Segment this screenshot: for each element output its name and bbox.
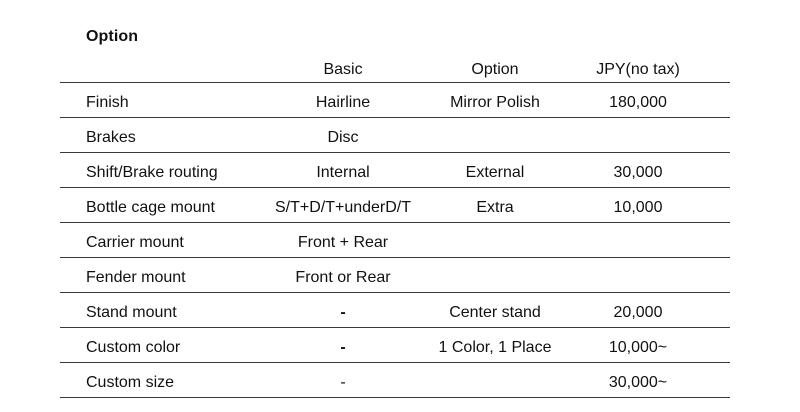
row-basic: - (340, 304, 346, 321)
header-option: Option (471, 61, 519, 78)
table-row (60, 83, 730, 118)
row-price: 10,000~ (608, 339, 668, 356)
row-item: Carrier mount (86, 234, 184, 251)
row-price: 30,000 (613, 164, 663, 181)
header-price: JPY(no tax) (596, 61, 680, 78)
row-item: Finish (86, 94, 129, 111)
row-basic: Internal (316, 164, 370, 181)
table-row (60, 153, 730, 188)
row-price: 10,000 (613, 199, 663, 216)
row-option (425, 258, 565, 292)
row-item: Stand mount (86, 304, 177, 321)
page-title: Option (86, 28, 139, 45)
table-row (60, 328, 730, 363)
row-item: Bottle cage mount (86, 199, 215, 216)
row-price: 20,000 (613, 304, 663, 321)
row-item: Custom size (86, 374, 175, 391)
row-price (580, 223, 696, 257)
row-item: Shift/Brake routing (86, 164, 218, 181)
row-basic: Hairline (315, 94, 371, 111)
row-option: Mirror Polish (450, 94, 540, 111)
table-header-row (60, 56, 730, 83)
row-option (425, 363, 565, 397)
header-item (86, 56, 276, 82)
table-row (60, 258, 730, 293)
row-item: Custom color (86, 339, 181, 356)
table-row (60, 188, 730, 223)
row-option (425, 118, 565, 152)
row-basic: Front + Rear (297, 234, 389, 251)
row-option: Center stand (449, 304, 541, 321)
options-table (60, 56, 730, 398)
header-basic: Basic (323, 61, 363, 78)
row-price: 180,000 (609, 94, 667, 111)
row-item: Brakes (86, 129, 136, 146)
row-basic: Front or Rear (295, 269, 391, 286)
row-price: 30,000~ (608, 374, 668, 391)
row-basic: S/T+D/T+underD/T (274, 199, 412, 216)
table-row (60, 223, 730, 258)
row-item: Fender mount (86, 269, 186, 286)
row-price (580, 118, 696, 152)
row-basic: - (340, 339, 346, 356)
row-option: 1 Color, 1 Place (438, 339, 552, 356)
row-basic: Disc (327, 129, 359, 146)
row-price (580, 258, 696, 292)
table-row (60, 363, 730, 398)
table-row (60, 118, 730, 153)
row-option: Extra (476, 199, 514, 216)
row-option: External (465, 164, 525, 181)
row-option (425, 223, 565, 257)
table-row (60, 293, 730, 328)
row-basic: - (340, 374, 346, 391)
